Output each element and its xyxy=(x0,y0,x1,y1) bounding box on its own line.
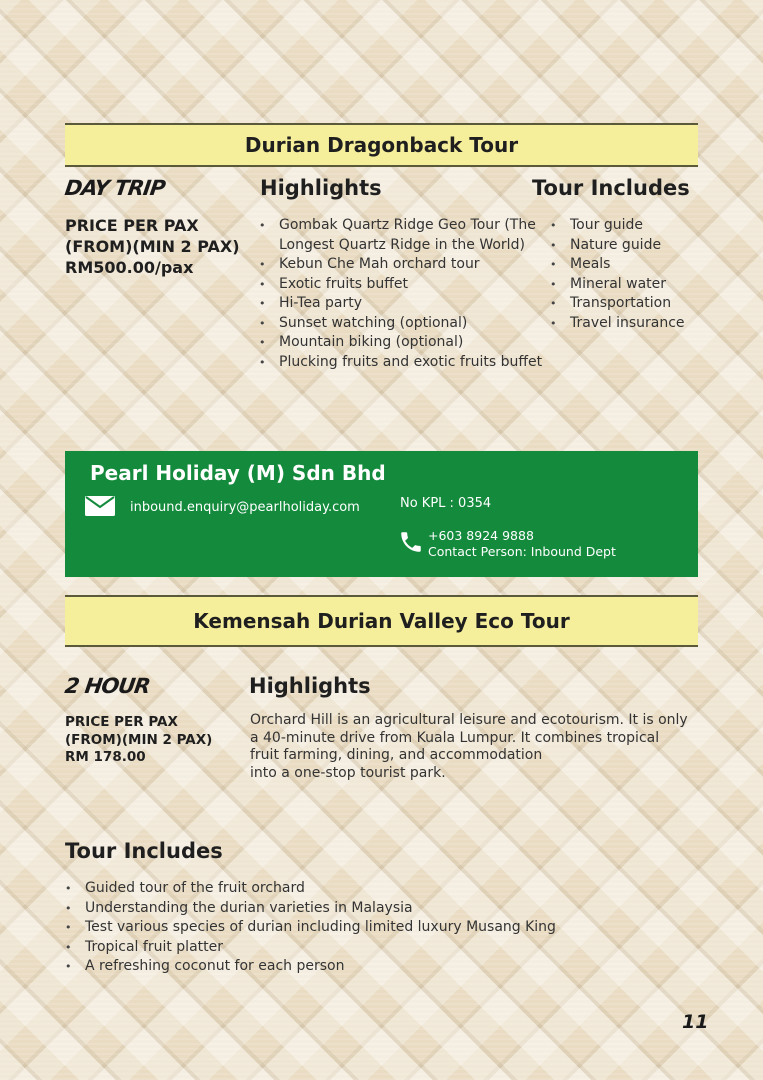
tour2-price-label-1: PRICE PER PAX xyxy=(65,714,178,730)
tour1-price-value: RM500.00/pax xyxy=(65,257,194,277)
tour1-price-label-1: PRICE PER PAX xyxy=(65,216,199,235)
list-item: • Mountain biking (optional) xyxy=(257,333,537,353)
list-item: • Nature guide xyxy=(548,236,708,256)
phone-number[interactable]: +603 8924 9888 xyxy=(428,528,534,543)
list-item: • Mineral water xyxy=(548,275,708,295)
tour1-highlights-heading: Highlights xyxy=(260,176,382,200)
envelope-icon xyxy=(85,496,115,516)
list-item: • A refreshing coconut for each person xyxy=(63,957,623,977)
list-item: • Sunset watching (optional) xyxy=(257,314,537,334)
list-item: • Travel insurance xyxy=(548,314,708,334)
company-name: Pearl Holiday (M) Sdn Bhd xyxy=(90,461,386,485)
page-number: 11 xyxy=(682,1011,709,1033)
description-line: into a one-stop tourist park. xyxy=(250,764,446,781)
list-item: • Transportation xyxy=(548,294,708,314)
list-item: • Hi-Tea party xyxy=(257,294,537,314)
list-item: • Exotic fruits buffet xyxy=(257,275,537,295)
tour2-highlights-heading: Highlights xyxy=(249,674,371,698)
tour1-duration-tag: DAY TRIP xyxy=(63,176,167,200)
phone-icon xyxy=(398,529,424,555)
list-item: • Test various species of durian including limited luxury Musang King xyxy=(63,918,623,938)
contact-person: Contact Person: Inbound Dept xyxy=(428,544,616,559)
tour2-duration-tag: 2 HOUR xyxy=(63,674,152,698)
list-item: • Kebun Che Mah orchard tour xyxy=(257,255,537,275)
tour2-includes-list xyxy=(63,879,623,977)
tour1-highlights-list xyxy=(257,216,543,372)
tour2-price-value: RM 178.00 xyxy=(65,749,146,766)
tour1-price-label-2: (FROM)(MIN 2 PAX) xyxy=(65,236,240,256)
list-item: • Guided tour of the fruit orchard xyxy=(63,879,623,899)
list-item: • Understanding the durian varieties in Malaysia xyxy=(63,899,623,919)
tour1-title-bar xyxy=(65,123,698,167)
tour1-includes-list xyxy=(548,216,708,333)
list-item: • Plucking fruits and exotic fruits buffet xyxy=(257,353,537,373)
list-item: • Tour guide xyxy=(548,216,708,236)
tour1-price xyxy=(65,216,240,278)
list-item: • Gombak Quartz Ridge Geo Tour (The Longest Quartz Ridge in the World) xyxy=(257,216,537,255)
description-line: Orchard Hill is an agricultural leisure and ecotourism. It is only xyxy=(250,712,688,728)
list-item: • Tropical fruit platter xyxy=(63,938,623,958)
tour2-price-label-2: (FROM)(MIN 2 PAX) xyxy=(65,731,213,748)
list-item: • Meals xyxy=(548,255,708,275)
email-link[interactable]: inbound.enquiry@pearlholiday.com xyxy=(130,500,360,515)
tour2-price xyxy=(65,714,212,767)
description-line: fruit farming, dining, and accommodation xyxy=(250,747,543,763)
contact-box xyxy=(65,451,698,577)
kpl-number: No KPL : 0354 xyxy=(400,496,492,511)
tour2-includes-heading: Tour Includes xyxy=(65,839,223,863)
tour2-title: Kemensah Durian Valley Eco Tour xyxy=(193,609,570,633)
tour1-includes-heading: Tour Includes xyxy=(532,176,690,200)
tour1-title: Durian Dragonback Tour xyxy=(244,133,519,157)
tour2-title-bar xyxy=(65,595,698,647)
phone-details xyxy=(428,528,616,560)
tour2-description xyxy=(250,712,710,782)
description-line: a 40-minute drive from Kuala Lumpur. It combines tropical xyxy=(250,729,660,746)
